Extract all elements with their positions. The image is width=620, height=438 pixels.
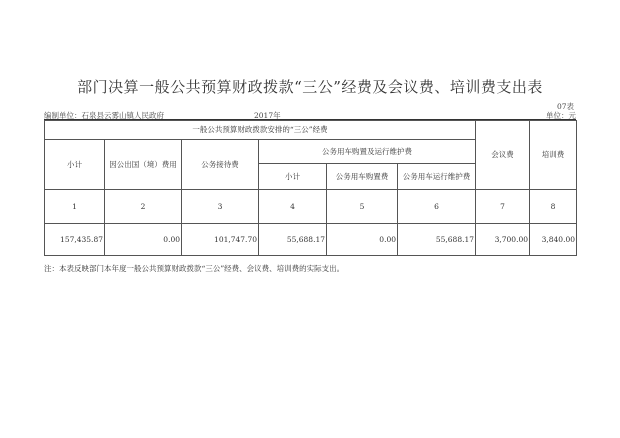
col-number: 1 [45, 190, 105, 224]
vehicle-subtotal-header: 小计 [259, 164, 327, 190]
training-header: 培训费 [530, 121, 577, 190]
col-number: 7 [476, 190, 530, 224]
report-year: 2017年 [254, 111, 281, 120]
reception-header: 公务接待费 [182, 140, 259, 190]
col-number: 5 [327, 190, 398, 224]
overseas-header: 因公出国（境）费用 [105, 140, 182, 190]
expenditure-table [44, 120, 577, 256]
currency-unit: 单位：元 [546, 111, 576, 120]
value-training: 3,840.00 [530, 224, 577, 256]
values-row [45, 224, 577, 256]
compiler-unit: 编制单位：石泉县云雾山镇人民政府 [44, 111, 164, 120]
meeting-header: 会议费 [476, 121, 530, 190]
col-number: 6 [398, 190, 476, 224]
vehicle-operation-header: 公务用车运行维护费 [398, 164, 476, 190]
col-number: 3 [182, 190, 259, 224]
vehicle-group-header: 公务用车购置及运行维护费 [259, 140, 476, 164]
col-number: 8 [530, 190, 577, 224]
column-number-row [45, 190, 577, 224]
header-row-1 [45, 121, 577, 140]
value-vehicle-subtotal: 55,688.17 [259, 224, 327, 256]
col-number: 4 [259, 190, 327, 224]
three-public-group-header: 一般公共预算财政拨款安排的“三公”经费 [45, 121, 476, 140]
form-number: 07表 [556, 102, 574, 111]
page-title: 部门决算一般公共预算财政拨款“三公”经费及会议费、培训费支出表 [77, 78, 543, 96]
col-number: 2 [105, 190, 182, 224]
value-vehicle-operation: 55,688.17 [398, 224, 476, 256]
subtotal-header: 小计 [45, 140, 105, 190]
value-subtotal: 157,435.87 [45, 224, 105, 256]
value-vehicle-purchase: 0.00 [327, 224, 398, 256]
value-reception: 101,747.70 [182, 224, 259, 256]
vehicle-purchase-header: 公务用车购置费 [327, 164, 398, 190]
value-overseas: 0.00 [105, 224, 182, 256]
table-note: 注：本表反映部门本年度一般公共预算财政拨款“三公”经费、会议费、培训费的实际支出。 [44, 264, 345, 273]
value-meeting: 3,700.00 [476, 224, 530, 256]
